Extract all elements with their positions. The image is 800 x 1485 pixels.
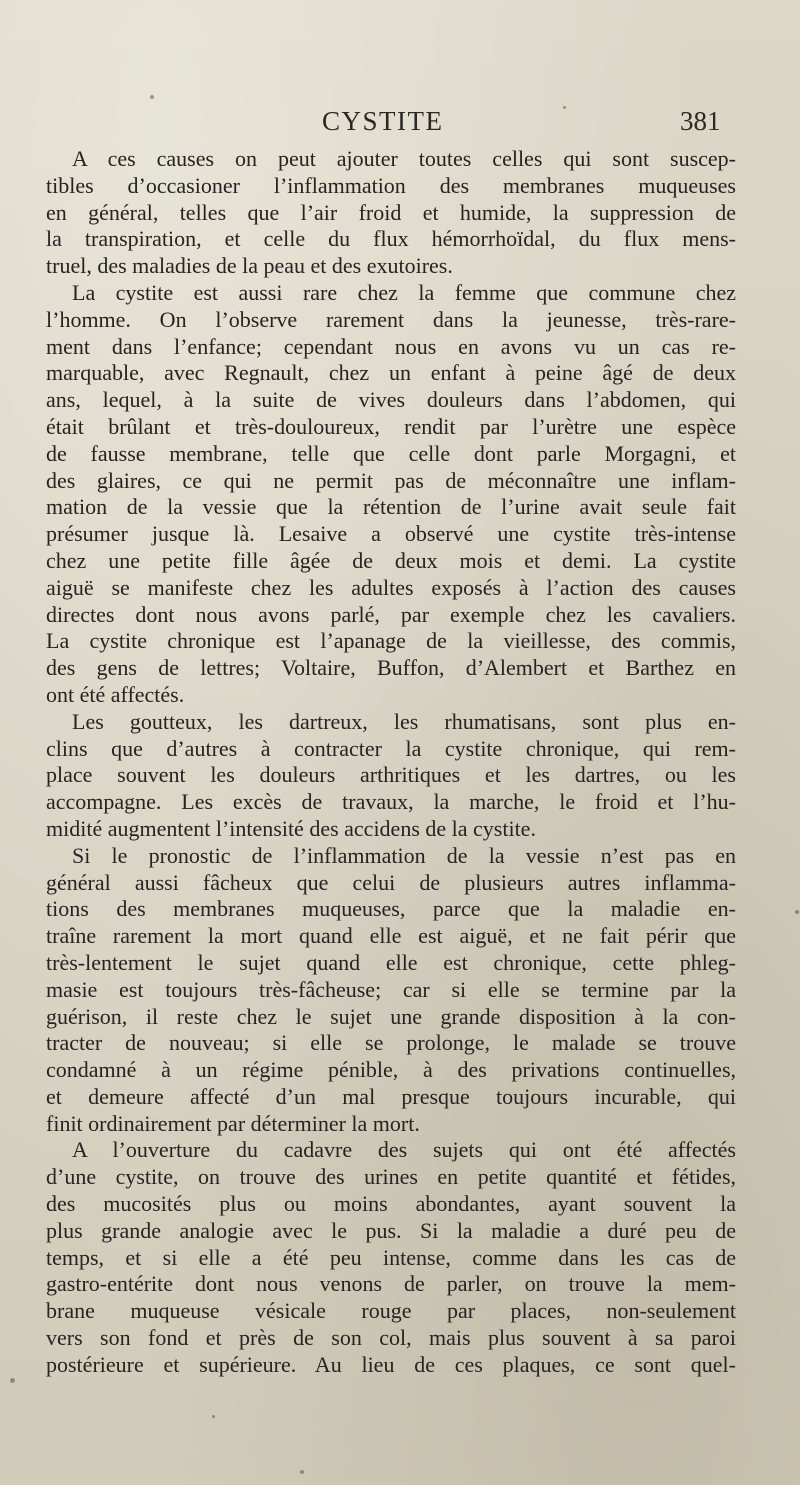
text-line: guérison, il reste chez le sujet une grande disposition à la con-	[46, 1003, 736, 1029]
text-line: tions des membranes muqueuses, parce que la maladie en-	[46, 896, 736, 922]
text-line: mation de la vessie que la rétention de l’urine avait seule fait	[46, 494, 736, 520]
text-line: des gens de lettres; Voltaire, Buffon, d’Alembert et Barthez en	[46, 655, 736, 681]
text-line: vers son fond et près de son col, mais plus souvent à sa paroi	[46, 1325, 736, 1351]
paper-speck	[563, 106, 566, 109]
text-line: en général, telles que l’air froid et humide, la suppression de	[46, 199, 736, 225]
text-line: truel, des maladies de la peau et des exutoires.	[46, 253, 453, 279]
text-line: midité augmentent l’intensité des accidens de la cystite.	[46, 815, 536, 841]
body-text	[46, 146, 736, 1379]
text-line: La cystite est aussi rare chez la femme que commune chez	[72, 279, 736, 305]
text-line: des mucosités plus ou moins abondantes, ayant souvent la	[46, 1191, 736, 1217]
paper-speck	[300, 1470, 304, 1474]
text-line: la transpiration, et celle du flux hémorrhoïdal, du flux mens-	[46, 226, 736, 252]
text-line: masie est toujours très-fâcheuse; car si elle se termine par la	[46, 976, 736, 1002]
text-line: temps, et si elle a été peu intense, comme dans les cas de	[46, 1244, 736, 1270]
text-line: l’homme. On l’observe rarement dans la jeunesse, très-rare-	[46, 306, 736, 332]
paper-speck	[212, 1415, 215, 1418]
text-line: place souvent les douleurs arthritiques et les dartres, ou les	[46, 762, 736, 788]
paper-speck	[795, 910, 799, 914]
text-line: brane muqueuse vésicale rouge par places, non-seulement	[46, 1298, 736, 1324]
page-number: 381	[680, 106, 721, 136]
text-line: d’une cystite, on trouve des urines en petite quantité et fétides,	[46, 1164, 736, 1190]
paper-speck	[150, 95, 154, 99]
text-line: traîne rarement la mort quand elle est aiguë, et ne fait périr que	[46, 923, 736, 949]
text-line: ment dans l’enfance; cependant nous en avons vu un cas re-	[46, 333, 736, 359]
text-line: directes dont nous avons parlé, par exemple chez les cavaliers.	[46, 601, 736, 627]
paper-speck	[10, 1378, 15, 1383]
text-line: ont été affectés.	[46, 681, 185, 707]
text-line: ans, lequel, à la suite de vives douleurs dans l’abdomen, qui	[46, 387, 736, 413]
text-line: clins que d’autres à contracter la cystite chronique, qui rem-	[46, 735, 736, 761]
text-line: présumer jusque là. Lesaive a observé une cystite très-intense	[46, 521, 736, 547]
text-line: A ces causes on peut ajouter toutes celles qui sont suscep-	[72, 146, 736, 171]
text-line: des glaires, ce qui ne permit pas de méconnaître une inflam-	[46, 467, 736, 493]
text-line: accompagne. Les excès de travaux, la marche, le froid et l’hu-	[46, 789, 736, 815]
text-line: condamné à un régime pénible, à des privations continuelles,	[46, 1057, 736, 1083]
text-line: général aussi fâcheux que celui de plusieurs autres inflamma-	[46, 869, 736, 895]
text-line: tracter de nouveau; si elle se prolonge, le malade se trouve	[46, 1030, 736, 1056]
running-title: CYSTITE	[322, 106, 444, 136]
text-line: marquable, avec Regnault, chez un enfant à peine âgé de deux	[46, 360, 736, 386]
text-line: très-lentement le sujet quand elle est chronique, cette phleg-	[46, 949, 736, 975]
text-line: de fausse membrane, telle que celle dont parle Morgagni, et	[46, 440, 736, 466]
text-line: chez une petite fille âgée de deux mois et demi. La cystite	[46, 547, 736, 573]
text-line: Si le pronostic de l’inflammation de la vessie n’est pas en	[72, 842, 736, 868]
page-header	[0, 106, 800, 140]
text-line: gastro-entérite dont nous venons de parler, on trouve la mem-	[46, 1271, 736, 1297]
text-line: tibles d’occasioner l’inflammation des membranes muqueuses	[46, 172, 736, 198]
text-line: A l’ouverture du cadavre des sujets qui ont été affectés	[72, 1137, 736, 1163]
text-line: La cystite chronique est l’apanage de la vieillesse, des commis,	[46, 628, 736, 654]
text-line: était brûlant et très-douloureux, rendit par l’urètre une espèce	[46, 413, 736, 439]
text-line: et demeure affecté d’un mal presque toujours incurable, qui	[46, 1083, 736, 1109]
text-line: finit ordinairement par déterminer la mort.	[46, 1110, 420, 1136]
text-line: postérieure et supérieure. Au lieu de ces plaques, ce sont quel-	[46, 1351, 736, 1377]
text-line: Les goutteux, les dartreux, les rhumatisans, sont plus en-	[72, 708, 736, 734]
text-line: plus grande analogie avec le pus. Si la maladie a duré peu de	[46, 1217, 736, 1243]
text-line: aiguë se manifeste chez les adultes exposés à l’action des causes	[46, 574, 736, 600]
